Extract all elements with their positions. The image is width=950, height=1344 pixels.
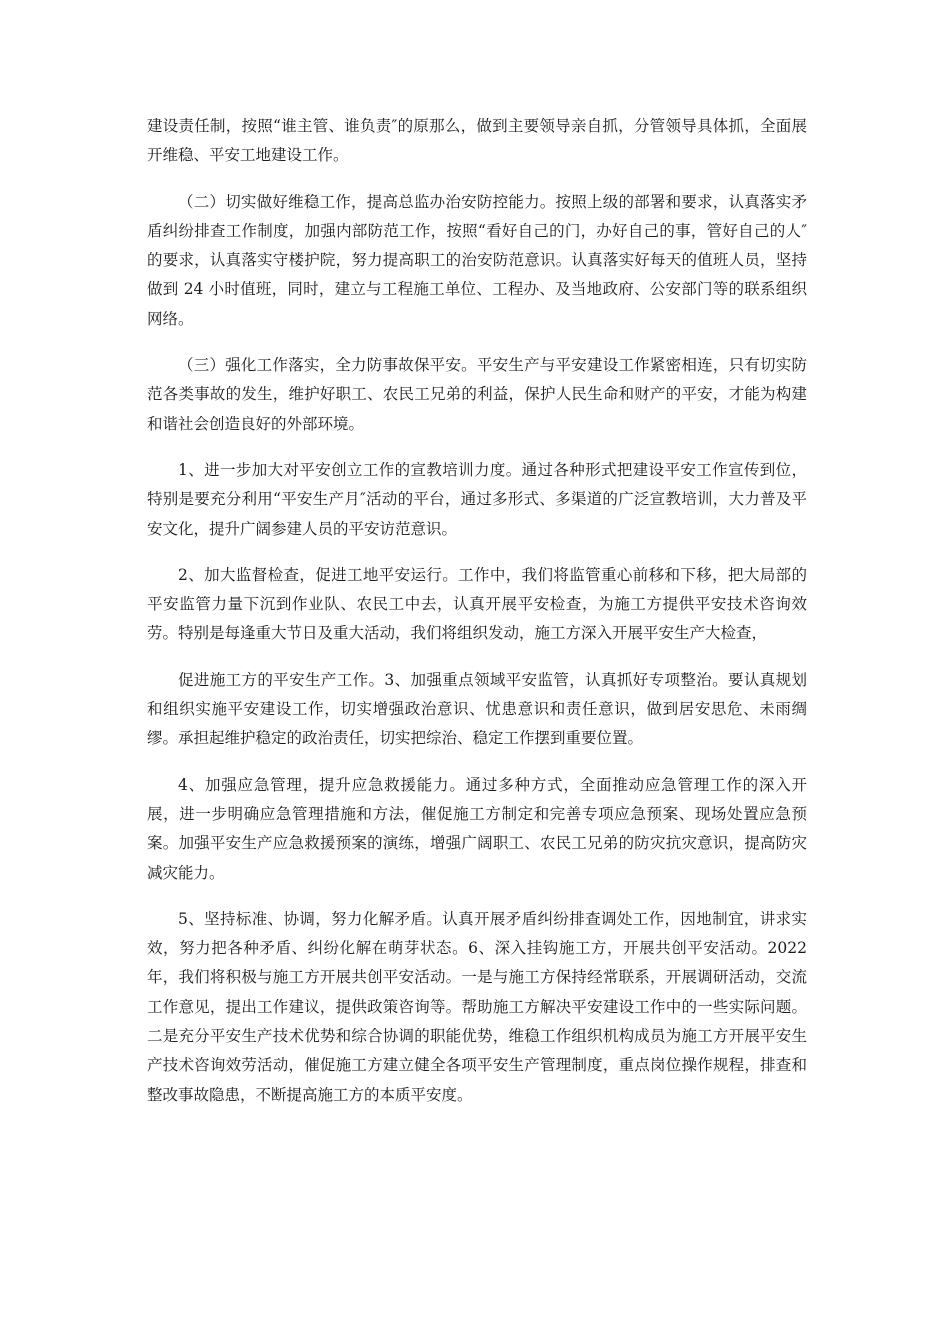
paragraph-7: 4、加强应急管理，提升应急救援能力。通过多种方式，全面推动应急管理工作的深入开展，进一步明确应急管理措施和方法，催促施工方制定和完善专项应急预案、现场处置应急预案。加强平安生产应急救援预案的演练，增强广阔职工、农民工兄弟的防灾抗灾意识，提高防灾减灾能力。: [147, 775, 807, 882]
paragraph-5: 2、加大监督检查，促进工地平安运行。工作中，我们将监管重心前移和下移，把大局部的平安监管力量下沉到作业队、农民工中去，认真开展平安检查，为施工方提供平安技术咨询效劳。特别是每逢重大节日及重大活动，我们将组织发动，施工方深入开展平安生产大检查，: [147, 565, 807, 643]
paragraph-8: 5、坚持标准、协调，努力化解矛盾。认真开展矛盾纠纷排查调处工作，因地制宜，讲求实效，努力把各种矛盾、纠纷化解在萌芽状态。6、深入挂钩施工方，开展共创平安活动。2022 年，我们将积极与施工方开展共创平安活动。一是与施工方保持经常联系，开展调研活动，交流工作意见，提出工作建议，提供政策咨询等。帮助施工方解决平安建设工作中的一些实际问题。二是充分平安生产技术优势和综合协调的职能优势，维稳工作组织机构成员为施工方开展平安生产技术咨询效劳活动，催促施工方建立健全各项平安生产管理制度，重点岗位操作规程，排查和整改事故隐患，不断提高施工方的本质平安度。: [147, 909, 807, 1104]
paragraph-3: （三）强化工作落实，全力防事故保平安。平安生产与平安建设工作紧密相连，只有切实防范各类事故的发生，维护好职工、农民工兄弟的利益，保护人民生命和财产的平安，才能为构建和谐社会创造良好的外部环境。: [147, 356, 807, 433]
paragraph-1: 建设责任制，按照“谁主管、谁负责″的原那么，做到主要领导亲自抓，分管领导具体抓，全面展开维稳、平安工地建设工作。: [147, 117, 807, 165]
paragraph-4: 1、进一步加大对平安创立工作的宣教培训力度。通过各种形式把建设平安工作宣传到位，特别是要充分利用“平安生产月″活动的平台，通过多形式、多渠道的广泛宣教培训，大力普及平安文化，提升广阔参建人员的平安访范意识。: [147, 460, 807, 538]
document-body: [147, 112, 807, 1127]
paragraph-2: （二）切实做好维稳工作，提高总监办治安防控能力。按照上级的部署和要求，认真落实矛盾纠纷排查工作制度，加强内部防范工作，按照“看好自己的门，办好自己的事，管好自己的人″的要求，认真落实守楼护院，努力提高职工的治安防范意识。认真落实好每天的值班人员，坚持做到 24 小时值班，同时，建立与工程施工单位、工程办、及当地政府、公安部门等的联系组织网络。: [147, 192, 807, 328]
paragraph-6: 促进施工方的平安生产工作。3、加强重点领域平安监管，认真抓好专项整治。要认真规划和组织实施平安建设工作，切实增强政治意识、忧患意识和责任意识，做到居安思危、未雨绸缪。承担起维护稳定的政治责任，切实把综治、稳定工作摆到重要位置。: [147, 670, 807, 748]
